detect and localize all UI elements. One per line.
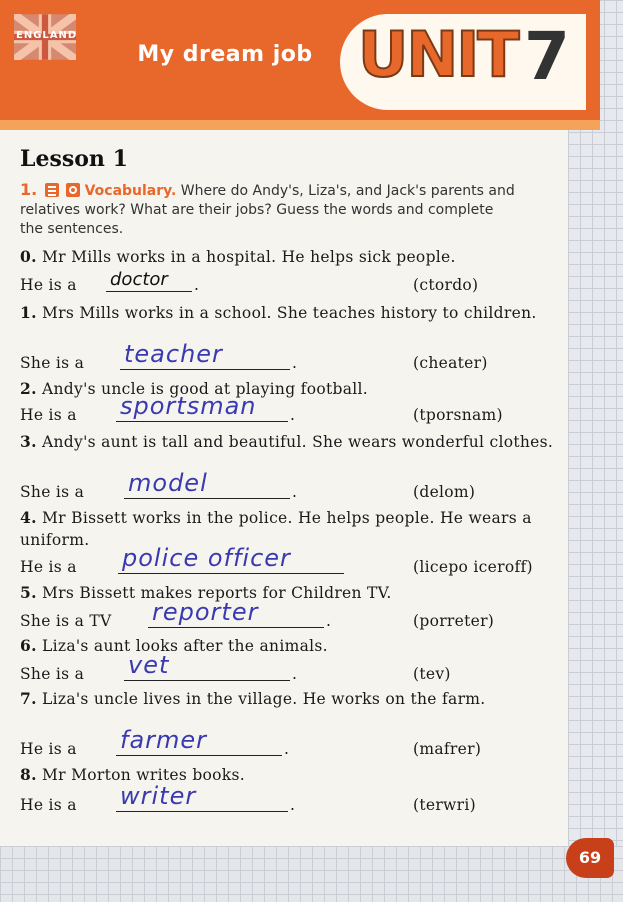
answer-blank[interactable] xyxy=(106,291,192,292)
item-number: 3. xyxy=(20,432,37,451)
sentence-text: Mr Morton writes books. xyxy=(42,766,245,784)
anagram-hint: (ctordo) xyxy=(413,276,479,294)
exercise-sentence xyxy=(20,764,555,786)
answer-lead: She is a xyxy=(20,354,85,372)
handwritten-answer: teacher xyxy=(124,340,223,368)
answer-blank[interactable] xyxy=(116,755,282,756)
answer-blank[interactable] xyxy=(118,573,344,574)
answer-line xyxy=(20,340,555,374)
exercise-sentence xyxy=(20,246,555,268)
sentence-period: . xyxy=(292,354,298,372)
sentence-period: . xyxy=(284,740,290,758)
answer-lead: She is a TV xyxy=(20,612,112,630)
audio-disc-icon xyxy=(66,183,80,197)
item-number: 5. xyxy=(20,583,37,602)
sentence-text: Liza's uncle lives in the village. He works on the farm. xyxy=(42,690,486,708)
flag-label: ENGLAND xyxy=(16,30,78,41)
handwritten-answer: farmer xyxy=(120,726,208,754)
lesson-title: Lesson 1 xyxy=(20,146,128,172)
answer-blank[interactable] xyxy=(116,421,288,422)
sentence-text: Liza's aunt looks after the animals. xyxy=(42,637,328,655)
item-number: 2. xyxy=(20,379,37,398)
answer-lead: He is a xyxy=(20,406,77,424)
answer-lead: She is a xyxy=(20,483,85,501)
answer-lead: He is a xyxy=(20,276,77,294)
answer-blank[interactable] xyxy=(124,680,290,681)
answer-line xyxy=(20,270,555,296)
exercise-sentence xyxy=(20,431,555,453)
answer-blank[interactable] xyxy=(148,627,324,628)
handwritten-answer: police officer xyxy=(122,544,291,572)
handwritten-answer: reporter xyxy=(152,598,259,626)
item-number: 1. xyxy=(20,303,37,322)
item-number: 0. xyxy=(20,247,37,266)
task-text: Where do Andy's, Liza's, and Jack's parents and relatives work? What are their jobs? Guess the words and complete the sentences. xyxy=(20,183,515,237)
grid-margin-right xyxy=(568,0,623,902)
exercise-sentence xyxy=(20,378,555,400)
item-number: 7. xyxy=(20,689,37,708)
anagram-hint: (porreter) xyxy=(413,612,495,630)
answer-line xyxy=(20,598,555,632)
sentence-text: Andy's uncle is good at playing football. xyxy=(42,380,368,398)
anagram-hint: (licepo iceroff) xyxy=(413,558,533,576)
item-number: 4. xyxy=(20,508,37,527)
unit-word: UNIT xyxy=(358,18,518,91)
anagram-hint: (tporsnam) xyxy=(413,406,503,424)
handwritten-answer: sportsman xyxy=(120,392,257,420)
sentence-period: . xyxy=(290,796,296,814)
anagram-hint: (cheater) xyxy=(413,354,488,372)
exercise-sentence xyxy=(20,302,555,324)
sentence-text: Mr Bissett works in the police. He helps people. He wears a uniform. xyxy=(20,509,532,549)
anagram-hint: (tev) xyxy=(413,665,451,683)
sentence-text: Andy's aunt is tall and beautiful. She wears wonderful clothes. xyxy=(42,433,554,451)
sentence-period: . xyxy=(292,483,298,501)
exercise-sentence xyxy=(20,635,555,657)
answer-line xyxy=(20,392,555,426)
answer-line xyxy=(20,469,555,503)
handwritten-answer: writer xyxy=(120,782,197,810)
answer-blank[interactable] xyxy=(120,369,290,370)
exercise-sentence xyxy=(20,688,555,710)
task-instructions xyxy=(20,180,520,239)
item-number: 8. xyxy=(20,765,37,784)
exercise-sentence xyxy=(20,582,555,604)
sentence-text: Mrs Mills works in a school. She teaches history to children. xyxy=(42,304,537,322)
answer-line xyxy=(20,544,555,578)
example-answer: doctor xyxy=(110,269,168,290)
answer-lead: He is a xyxy=(20,740,77,758)
handwritten-answer: vet xyxy=(128,651,170,679)
sentence-text: Mr Mills works in a hospital. He helps sick people. xyxy=(42,248,456,266)
answer-lead: He is a xyxy=(20,796,77,814)
answer-line xyxy=(20,651,555,685)
answer-line xyxy=(20,782,555,816)
sentence-period: . xyxy=(290,406,296,424)
task-label: Vocabulary. xyxy=(84,183,177,199)
item-number: 6. xyxy=(20,636,37,655)
handwritten-answer: model xyxy=(128,469,208,497)
answer-blank[interactable] xyxy=(124,498,290,499)
anagram-hint: (mafrer) xyxy=(413,740,482,758)
sentence-period: . xyxy=(292,665,298,683)
anagram-hint: (terwri) xyxy=(413,796,476,814)
book-icon xyxy=(45,183,59,197)
answer-line xyxy=(20,726,555,760)
sentence-text: Mrs Bissett makes reports for Children TV. xyxy=(42,584,392,602)
sentence-period: . xyxy=(326,612,332,630)
grid-margin-bottom xyxy=(0,846,623,902)
anagram-hint: (delom) xyxy=(413,483,476,501)
unit-number: 7 xyxy=(524,18,570,95)
sentence-period: . xyxy=(194,276,200,294)
task-number: 1. xyxy=(20,180,38,199)
answer-lead: He is a xyxy=(20,558,77,576)
unit-title: My dream job xyxy=(137,42,313,67)
page-number: 69 xyxy=(566,838,614,878)
answer-lead: She is a xyxy=(20,665,85,683)
answer-blank[interactable] xyxy=(116,811,288,812)
